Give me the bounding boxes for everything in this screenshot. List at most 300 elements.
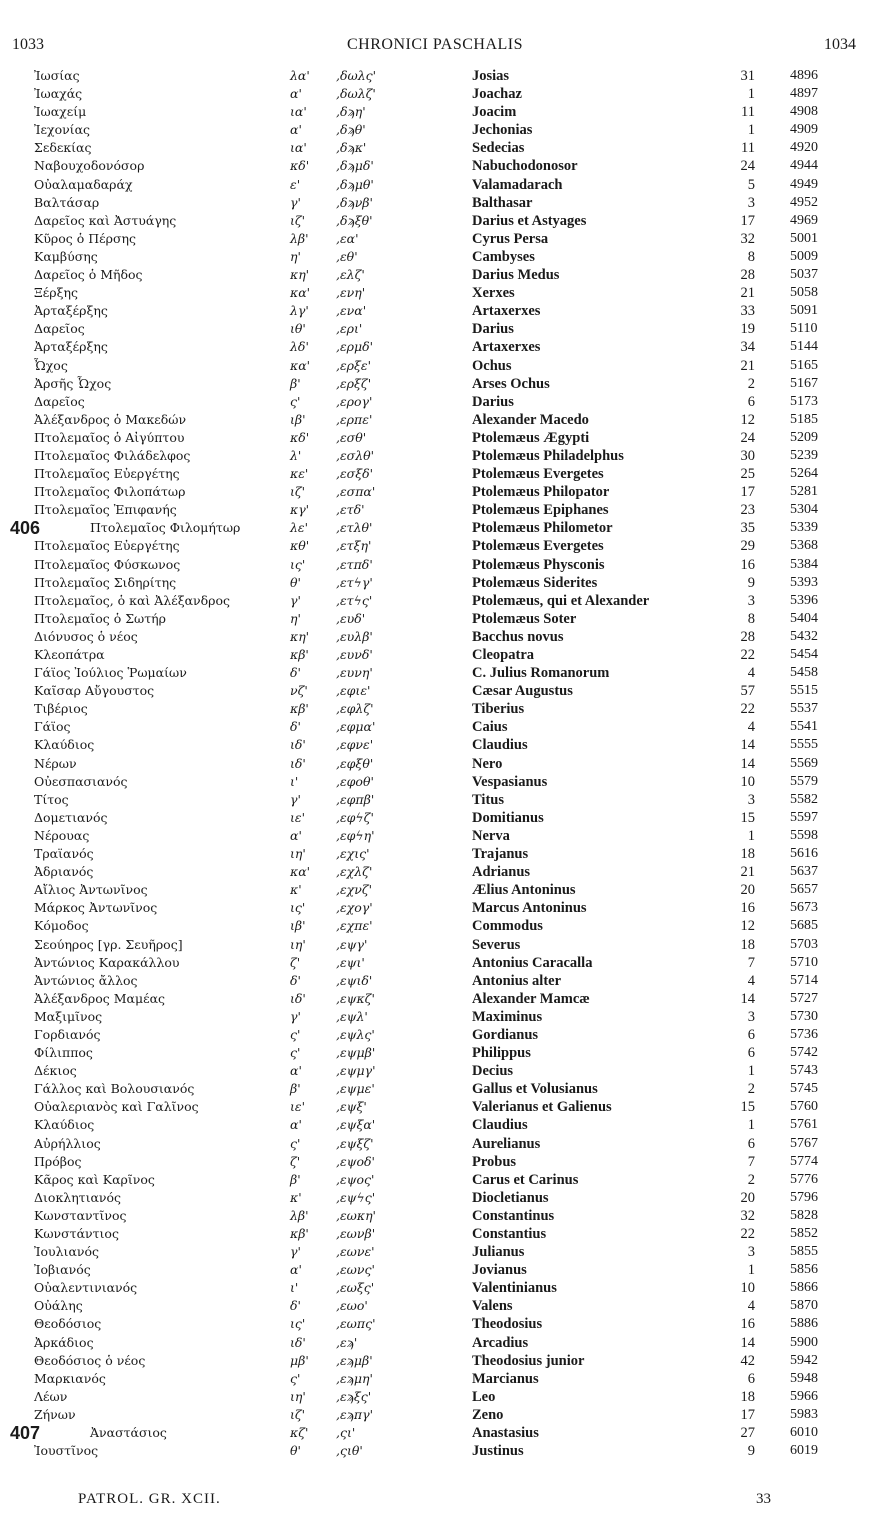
greek-years: λγ': [290, 303, 309, 319]
greek-total: ,εψξα': [336, 1117, 376, 1133]
latin-years: 22: [740, 701, 755, 718]
latin-name: Nabuchodonosor: [472, 158, 578, 175]
greek-name: Ἀδριανός: [34, 864, 94, 880]
table-row: [0, 1098, 870, 1116]
latin-years: 18: [740, 846, 755, 863]
greek-name: Ἰωαχείμ: [34, 104, 87, 120]
latin-years: 21: [740, 357, 755, 374]
greek-total: ,εφλζ': [336, 701, 374, 717]
latin-total: 5579: [790, 773, 818, 789]
greek-total: ,εφμα': [336, 719, 376, 735]
latin-name: Philippus: [472, 1045, 531, 1062]
greek-total: ,εϡ': [336, 1334, 358, 1350]
latin-years: 21: [740, 285, 755, 302]
latin-years: 6: [747, 1135, 755, 1152]
greek-name: Κλαύδιος: [34, 737, 95, 753]
latin-years: 14: [740, 990, 755, 1007]
greek-name: Πτολεμαῖος, ὁ καὶ Ἀλέξανδρος: [34, 592, 231, 608]
greek-total: ,δϡμθ': [336, 176, 374, 192]
latin-total: 5673: [790, 900, 818, 916]
greek-total: ,εωνβ': [336, 1226, 376, 1241]
greek-years: μβ': [290, 1352, 309, 1368]
latin-name: Joacim: [472, 104, 517, 121]
latin-name: Alexander Macedo: [472, 411, 589, 428]
table-row: [0, 67, 870, 85]
latin-years: 6: [747, 1045, 755, 1062]
latin-name: Maximinus: [472, 1008, 543, 1025]
greek-total: ,εωξς': [336, 1280, 375, 1296]
greek-name: Πτολεμαῖος ὁ Σωτήρ: [34, 610, 166, 626]
latin-name: Joachaz: [472, 86, 522, 103]
table-row: [0, 465, 870, 483]
latin-name: Bacchus novus: [472, 628, 564, 645]
latin-name: Valerianus et Galienus: [472, 1099, 612, 1116]
chronology-table: [0, 67, 870, 1460]
latin-name: Diocletianus: [472, 1189, 549, 1206]
greek-total: ,δϡη': [336, 104, 366, 120]
latin-years: 3: [747, 1244, 755, 1261]
greek-name: Νέρουας: [34, 827, 90, 843]
latin-years: 1: [747, 122, 755, 139]
latin-name: Gallus et Volusianus: [472, 1081, 598, 1098]
greek-total: ,ερι': [336, 321, 363, 337]
latin-total: 4969: [790, 212, 818, 228]
greek-years: β': [290, 375, 301, 391]
table-row: [0, 881, 870, 899]
greek-name: Ἀλέξανδρος ὁ Μακεδών: [34, 411, 187, 427]
latin-name: Justinus: [472, 1443, 524, 1460]
greek-total: ,εψμβ': [336, 1045, 376, 1061]
latin-name: Darius Medus: [472, 267, 560, 284]
greek-years: κβ': [290, 1226, 309, 1241]
latin-years: 28: [740, 267, 755, 284]
latin-total: 5281: [790, 484, 818, 500]
greek-name: Δαρεῖος: [34, 321, 85, 337]
latin-total: 5165: [790, 357, 818, 373]
margin-column-number: 407: [10, 1423, 41, 1444]
greek-total: ,εωο': [336, 1298, 368, 1314]
latin-total: 5091: [790, 303, 818, 319]
table-row: [0, 936, 870, 954]
greek-years: ι': [290, 1280, 299, 1296]
latin-total: 5767: [790, 1135, 818, 1151]
latin-total: 5900: [790, 1334, 818, 1350]
table-row: [0, 1153, 870, 1171]
greek-total: ,εφϟζ': [336, 809, 374, 825]
greek-years: ις': [290, 900, 306, 916]
latin-total: 5598: [790, 827, 818, 843]
latin-years: 10: [740, 1280, 755, 1297]
greek-total: ,δϡθ': [336, 122, 366, 138]
latin-name: Valentinianus: [472, 1280, 557, 1297]
greek-years: κα': [290, 357, 311, 373]
latin-total: 5855: [790, 1244, 818, 1260]
greek-total: ,ςι': [336, 1425, 356, 1441]
greek-name: Ζήνων: [34, 1406, 76, 1422]
greek-name: Δαρεῖος: [34, 393, 85, 409]
latin-total: 5239: [790, 447, 818, 463]
greek-name: Τραϊανός: [34, 846, 94, 862]
latin-name: Domitianus: [472, 809, 544, 826]
table-row: [0, 121, 870, 139]
greek-total: ,ελζ': [336, 267, 365, 283]
latin-years: 35: [740, 520, 755, 537]
greek-name: Ἰουλιανός: [34, 1244, 100, 1260]
greek-total: ,εχπε': [336, 918, 373, 934]
greek-name: Φίλιππος: [34, 1045, 93, 1061]
greek-total: ,δϡξθ': [336, 212, 373, 228]
latin-years: 4: [747, 1298, 755, 1315]
latin-years: 11: [741, 104, 755, 121]
latin-total: 5009: [790, 248, 818, 264]
greek-name: Οὐαλαμαδαράχ: [34, 176, 133, 192]
greek-total: ,ετδ': [336, 502, 365, 518]
table-row: [0, 212, 870, 230]
latin-years: 57: [740, 683, 755, 700]
latin-years: 8: [747, 610, 755, 627]
latin-total: 5454: [790, 647, 818, 662]
latin-total: 5760: [790, 1099, 818, 1115]
greek-name: Πτολεμαῖος Φιλοπάτωρ: [34, 484, 186, 500]
greek-name: Γάλλος καὶ Βολουσιανός: [34, 1081, 195, 1097]
latin-name: Nerva: [472, 827, 510, 844]
greek-total: ,εψλ': [336, 1008, 368, 1024]
latin-name: Julianus: [472, 1244, 525, 1261]
latin-total: 5948: [790, 1370, 818, 1386]
table-row: [0, 230, 870, 248]
margin-column-number: 406: [10, 518, 41, 539]
greek-years: ιδ': [290, 990, 306, 1006]
table-row: [0, 429, 870, 447]
greek-name: Δομετιανός: [34, 809, 108, 825]
latin-total: 5828: [790, 1207, 818, 1223]
latin-name: Tiberius: [472, 701, 525, 718]
table-row: [0, 1297, 870, 1315]
latin-years: 16: [740, 556, 755, 573]
greek-name: Ἀρκάδιος: [34, 1334, 94, 1350]
greek-years: ς': [290, 1135, 301, 1151]
latin-total: 5304: [790, 502, 818, 518]
latin-years: 14: [740, 737, 755, 754]
greek-total: ,εσθ': [336, 429, 367, 445]
greek-name: Γάϊος: [34, 719, 71, 735]
latin-total: 5001: [790, 230, 818, 246]
latin-name: Cleopatra: [472, 647, 535, 663]
latin-total: 4952: [790, 194, 818, 210]
greek-total: ,ερμδ': [336, 339, 374, 355]
latin-total: 5209: [790, 429, 818, 445]
greek-total: ,εϡμη': [336, 1370, 373, 1386]
latin-total: 5637: [790, 864, 818, 880]
table-row: [0, 1442, 870, 1460]
latin-name: Arcadius: [472, 1334, 529, 1351]
greek-name: Τιβέριος: [34, 701, 88, 717]
latin-name: Carus et Carinus: [472, 1171, 579, 1188]
table-row: [0, 556, 870, 574]
latin-name: Aurelianus: [472, 1135, 541, 1152]
latin-years: 4: [747, 719, 755, 736]
greek-years: ιη': [290, 1388, 306, 1404]
greek-name: Πτολεμαῖος Φιλάδελφος: [34, 447, 191, 463]
greek-total: ,εψοδ': [336, 1153, 375, 1169]
table-row: [0, 1080, 870, 1098]
latin-years: 10: [740, 773, 755, 790]
latin-name: Zeno: [472, 1406, 504, 1423]
greek-years: ιβ': [290, 918, 306, 934]
latin-total: 5796: [790, 1189, 818, 1205]
left-column-number: 1033: [12, 36, 44, 53]
greek-total: ,δϡνβ': [336, 194, 373, 210]
greek-total: ,εψι': [336, 954, 365, 970]
latin-name: Antonius Caracalla: [472, 954, 593, 971]
latin-years: 1: [747, 1117, 755, 1134]
latin-name: Severus: [472, 936, 521, 953]
latin-total: 5393: [790, 574, 818, 590]
latin-total: 4897: [790, 86, 818, 102]
table-row: [0, 700, 870, 718]
latin-years: 15: [740, 1099, 755, 1116]
latin-total: 5714: [790, 972, 818, 988]
table-row: [0, 990, 870, 1008]
greek-total: ,ερξζ': [336, 375, 372, 391]
greek-years: ε': [290, 176, 301, 192]
greek-total: ,εωκη': [336, 1207, 376, 1223]
greek-total: ,ετξη': [336, 538, 372, 554]
greek-total: ,εφιε': [336, 683, 371, 699]
greek-years: ιη': [290, 846, 306, 862]
latin-total: 5058: [790, 285, 818, 301]
table-row: [0, 574, 870, 592]
greek-name: Γάϊος Ἰούλιος Ῥωμαίων: [34, 665, 187, 681]
right-column-number: 1034: [824, 36, 856, 53]
latin-name: Antonius alter: [472, 972, 562, 989]
table-row: [0, 610, 870, 628]
greek-years: ιδ': [290, 755, 306, 771]
table-row: [0, 302, 870, 320]
latin-name: Probus: [472, 1153, 517, 1170]
latin-name: Ptolemæus Philopator: [472, 484, 610, 501]
running-title: CHRONICI PASCHALIS: [347, 36, 523, 53]
greek-years: κβ': [290, 701, 309, 717]
greek-total: ,εψος': [336, 1171, 375, 1187]
greek-name: Ἀναστάσιος: [90, 1425, 167, 1441]
greek-total: ,εφπβ': [336, 791, 375, 807]
greek-name: Λέων: [34, 1388, 68, 1404]
greek-years: η': [290, 248, 301, 264]
latin-total: 5856: [790, 1262, 818, 1278]
latin-total: 5555: [790, 737, 818, 753]
greek-years: ια': [290, 104, 307, 120]
latin-total: 5368: [790, 538, 818, 554]
latin-name: Cæsar Augustus: [472, 683, 573, 700]
latin-years: 4: [747, 972, 755, 989]
table-row: [0, 1424, 870, 1442]
greek-years: νζ': [290, 683, 308, 699]
greek-name: Βαλτάσαρ: [34, 194, 100, 210]
latin-total: 5886: [790, 1316, 818, 1332]
greek-years: κε': [290, 466, 309, 482]
greek-total: ,ετπδ': [336, 556, 373, 572]
greek-name: Κωνσταντῖνος: [34, 1207, 127, 1223]
latin-name: Arses Ochus: [472, 375, 550, 392]
greek-total: ,εωπς': [336, 1316, 376, 1332]
latin-total: 5774: [790, 1153, 818, 1169]
latin-name: Jovianus: [472, 1262, 527, 1279]
latin-years: 2: [747, 1171, 755, 1188]
greek-total: ,ετλθ': [336, 520, 373, 536]
latin-name: Ptolemæus Soter: [472, 610, 577, 627]
greek-name: Καμβύσης: [34, 248, 98, 264]
greek-years: δ': [290, 719, 301, 735]
greek-name: Δαρεῖος ὁ Μῆδος: [34, 267, 143, 283]
greek-total: ,εψγ': [336, 936, 368, 952]
table-row: [0, 284, 870, 302]
greek-name: Καῖσαρ Αὔγουστος: [34, 683, 155, 699]
greek-years: α': [290, 86, 302, 102]
latin-total: 5703: [790, 936, 818, 952]
greek-years: κ': [290, 1189, 302, 1205]
greek-years: ιζ': [290, 484, 306, 500]
latin-years: 18: [740, 1388, 755, 1405]
latin-name: Artaxerxes: [472, 339, 541, 356]
greek-years: κ': [290, 882, 302, 898]
table-row: [0, 1279, 870, 1297]
greek-years: α': [290, 1117, 302, 1133]
latin-name: Valamadarach: [472, 176, 563, 193]
table-row: [0, 501, 870, 519]
latin-total: 5037: [790, 267, 818, 283]
greek-years: ζ': [290, 954, 301, 970]
greek-name: Ἰουστῖνος: [34, 1443, 99, 1459]
greek-total: ,ευλβ': [336, 628, 373, 644]
latin-years: 15: [740, 809, 755, 826]
latin-name: Alexander Mamcæ: [472, 990, 590, 1007]
table-row: [0, 1225, 870, 1243]
latin-name: Valens: [472, 1298, 513, 1315]
latin-total: 5736: [790, 1026, 818, 1042]
greek-years: λβ': [290, 1207, 309, 1223]
greek-years: β': [290, 1171, 301, 1187]
latin-total: 5710: [790, 954, 818, 970]
latin-total: 5983: [790, 1406, 818, 1422]
latin-name: Balthasar: [472, 194, 533, 211]
latin-total: 5743: [790, 1063, 818, 1079]
latin-years: 3: [747, 1008, 755, 1025]
table-row: [0, 519, 870, 537]
table-row: [0, 248, 870, 266]
greek-years: γ': [290, 791, 301, 807]
table-row: [0, 664, 870, 682]
greek-years: δ': [290, 972, 301, 988]
greek-total: ,εφξθ': [336, 755, 374, 771]
latin-years: 5: [747, 176, 755, 193]
table-row: [0, 338, 870, 356]
greek-years: δ': [290, 665, 301, 681]
greek-name: Νέρων: [34, 755, 77, 771]
greek-name: Κλαύδιος: [34, 1117, 95, 1133]
table-row: [0, 845, 870, 863]
latin-years: 2: [747, 375, 755, 392]
latin-total: 5569: [790, 755, 818, 771]
table-row: [0, 917, 870, 935]
greek-name: Πτολεμαῖος Φύσκωνος: [34, 556, 181, 572]
latin-name: Ptolemæus Evergetes: [472, 538, 604, 555]
latin-total: 5745: [790, 1081, 818, 1097]
table-row: [0, 537, 870, 555]
greek-name: Πρόβος: [34, 1153, 82, 1169]
greek-total: ,δϡμδ': [336, 158, 374, 174]
greek-name: Αἴλιος Ἀντωνῖνος: [34, 882, 148, 898]
greek-name: Θεοδόσιος: [34, 1316, 102, 1332]
latin-years: 1: [747, 827, 755, 844]
table-row: [0, 1008, 870, 1026]
greek-name: Κᾶρος καὶ Καρῖνος: [34, 1171, 155, 1187]
latin-total: 5537: [790, 701, 818, 717]
table-row: [0, 1388, 870, 1406]
latin-years: 24: [740, 429, 755, 446]
latin-total: 4920: [790, 140, 818, 156]
table-row: [0, 718, 870, 736]
latin-years: 3: [747, 194, 755, 211]
latin-name: Ptolemæus Physconis: [472, 556, 605, 573]
latin-years: 16: [740, 1316, 755, 1333]
greek-years: α': [290, 827, 302, 843]
latin-total: 5870: [790, 1298, 818, 1314]
greek-name: Πτολεμαῖος Εὐεργέτης: [34, 538, 180, 554]
table-row: [0, 1370, 870, 1388]
latin-name: Theodosius: [472, 1316, 543, 1333]
latin-years: 32: [740, 1207, 755, 1224]
latin-name: Darius: [472, 321, 514, 338]
latin-name: Gordianus: [472, 1026, 539, 1043]
latin-years: 3: [747, 791, 755, 808]
greek-years: θ': [290, 1443, 301, 1459]
greek-total: ,ςιθ': [336, 1443, 363, 1459]
latin-name: Ochus: [472, 357, 512, 374]
latin-years: 32: [740, 230, 755, 247]
latin-total: 5144: [790, 339, 818, 355]
greek-years: λε': [290, 520, 309, 536]
greek-total: ,εϡξς': [336, 1388, 372, 1404]
latin-name: Marcianus: [472, 1370, 539, 1387]
greek-name: Ἀρταξέρξης: [34, 339, 108, 355]
greek-name: Ἰοβιανός: [34, 1262, 91, 1278]
greek-years: α': [290, 1262, 302, 1278]
greek-name: Οὐεσπασιανός: [34, 773, 128, 789]
greek-years: ιθ': [290, 321, 306, 337]
table-row: [0, 1243, 870, 1261]
latin-total: 5730: [790, 1008, 818, 1024]
greek-total: ,εϡμβ': [336, 1352, 373, 1368]
greek-years: ις': [290, 556, 306, 572]
greek-years: η': [290, 610, 301, 626]
latin-name: Constantinus: [472, 1207, 555, 1224]
latin-total: 5185: [790, 411, 818, 427]
latin-name: Ælius Antoninus: [472, 882, 576, 899]
greek-years: δ': [290, 1298, 301, 1314]
latin-years: 6: [747, 393, 755, 410]
latin-years: 42: [740, 1352, 755, 1369]
table-row: [0, 375, 870, 393]
greek-name: Σεούηρος [γρ. Σευῆρος]: [34, 936, 183, 952]
greek-years: κα': [290, 864, 311, 880]
greek-years: κη': [290, 628, 310, 644]
greek-name: Γορδιανός: [34, 1026, 101, 1042]
table-row: [0, 863, 870, 881]
latin-total: 5541: [790, 719, 818, 735]
latin-name: Ptolemæus Evergetes: [472, 466, 604, 483]
greek-name: Ὦχος: [34, 357, 68, 373]
